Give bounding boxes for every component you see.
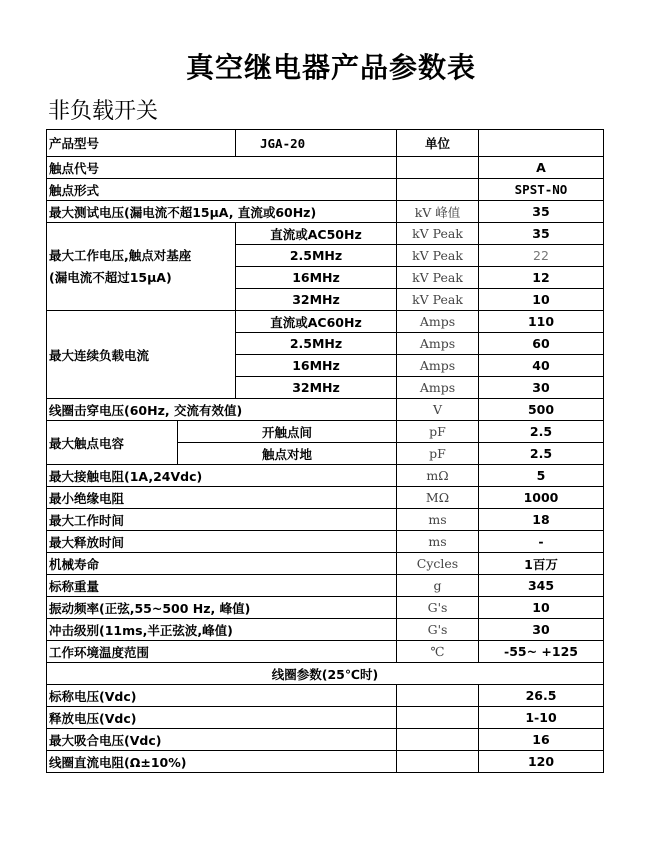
row-value: A — [479, 157, 604, 179]
row-label: 冲击级别(11ms,半正弦波,峰值) — [47, 619, 397, 641]
row-unit — [397, 707, 479, 729]
table-row — [47, 465, 604, 487]
row-label: 最大吸合电压(Vdc) — [47, 729, 397, 751]
table-row — [47, 487, 604, 509]
table-row — [47, 157, 604, 179]
table-row — [47, 575, 604, 597]
freq-cell: 直流或AC60Hz — [236, 311, 397, 333]
table-row — [47, 685, 604, 707]
section-row — [47, 663, 604, 685]
row-value: 30 — [479, 619, 604, 641]
row-unit: pF — [397, 421, 479, 443]
row-unit: Cycles — [397, 553, 479, 575]
row-value: SPST-NO — [479, 179, 604, 201]
model-label: 产品型号 — [47, 130, 236, 157]
continuous-current-label: 最大连续负载电流 — [47, 311, 236, 399]
row-unit: kV 峰值 — [397, 201, 479, 223]
table-row — [47, 641, 604, 663]
row-value: 40 — [479, 355, 604, 377]
table-row — [47, 509, 604, 531]
row-unit: V — [397, 399, 479, 421]
row-unit: kV Peak — [397, 223, 479, 245]
row-unit — [397, 179, 479, 201]
capacitance-label: 最大触点电容 — [47, 421, 178, 465]
row-value: 10 — [479, 289, 604, 311]
row-value: -55~ +125 — [479, 641, 604, 663]
row-label: 机械寿命 — [47, 553, 397, 575]
working-voltage-label-line2: (漏电流不超过15μA) — [49, 269, 172, 285]
row-value: 345 — [479, 575, 604, 597]
table-row — [47, 619, 604, 641]
row-unit: G's — [397, 619, 479, 641]
freq-cell: 2.5MHz — [236, 333, 397, 355]
row-value: 10 — [479, 597, 604, 619]
table-row — [47, 179, 604, 201]
capacitance-sub: 触点对地 — [178, 443, 397, 465]
row-value: 12 — [479, 267, 604, 289]
table-row — [47, 201, 604, 223]
table-row — [47, 311, 604, 333]
row-value: 2.5 — [479, 443, 604, 465]
row-unit: ms — [397, 509, 479, 531]
row-value: 60 — [479, 333, 604, 355]
table-row — [47, 421, 604, 443]
row-unit: Amps — [397, 333, 479, 355]
freq-cell: 32MHz — [236, 289, 397, 311]
row-unit: kV Peak — [397, 245, 479, 267]
freq-cell: 16MHz — [236, 355, 397, 377]
row-unit — [397, 157, 479, 179]
row-label: 最大测试电压(漏电流不超15μA, 直流或60Hz) — [47, 201, 397, 223]
row-label: 最大接触电阻(1A,24Vdc) — [47, 465, 397, 487]
row-label: 最小绝缘电阻 — [47, 487, 397, 509]
table-row — [47, 707, 604, 729]
row-value: 35 — [479, 201, 604, 223]
freq-cell: 16MHz — [236, 267, 397, 289]
freq-cell: 直流或AC50Hz — [236, 223, 397, 245]
row-unit: Amps — [397, 355, 479, 377]
page-subtitle: 非负载开关 — [48, 99, 159, 124]
table-row — [47, 399, 604, 421]
row-label: 标称电压(Vdc) — [47, 685, 397, 707]
table-row — [47, 553, 604, 575]
row-value: 110 — [479, 311, 604, 333]
row-unit — [397, 751, 479, 773]
table-row — [47, 223, 604, 245]
row-label: 最大释放时间 — [47, 531, 397, 553]
freq-cell: 32MHz — [236, 377, 397, 399]
row-unit: mΩ — [397, 465, 479, 487]
row-value: 500 — [479, 399, 604, 421]
row-value: 22 — [479, 245, 604, 267]
row-label: 最大工作时间 — [47, 509, 397, 531]
row-value: 1百万 — [479, 553, 604, 575]
coil-section-title: 线圈参数(25℃时) — [47, 663, 604, 685]
capacitance-sub: 开触点间 — [178, 421, 397, 443]
working-voltage-label-line1: 最大工作电压,触点对基座 — [49, 247, 192, 263]
model-value: JGA-20 — [236, 130, 397, 157]
row-label: 线圈直流电阻(Ω±10%) — [47, 751, 397, 773]
row-value: 35 — [479, 223, 604, 245]
row-label: 线圈击穿电压(60Hz, 交流有效值) — [47, 399, 397, 421]
row-unit: ms — [397, 531, 479, 553]
table-row — [47, 597, 604, 619]
row-label: 触点形式 — [47, 179, 397, 201]
row-value: 1000 — [479, 487, 604, 509]
value-header — [479, 130, 604, 157]
row-label: 触点代号 — [47, 157, 397, 179]
table-row — [47, 729, 604, 751]
row-label: 释放电压(Vdc) — [47, 707, 397, 729]
row-unit: MΩ — [397, 487, 479, 509]
row-unit: G's — [397, 597, 479, 619]
working-voltage-label — [47, 223, 236, 311]
row-value: 1-10 — [479, 707, 604, 729]
row-value: 5 — [479, 465, 604, 487]
row-value: 30 — [479, 377, 604, 399]
row-unit: pF — [397, 443, 479, 465]
row-label: 振动频率(正弦,55~500 Hz, 峰值) — [47, 597, 397, 619]
row-value: 18 — [479, 509, 604, 531]
row-unit: Amps — [397, 311, 479, 333]
row-label: 工作环境温度范围 — [47, 641, 397, 663]
row-value: 120 — [479, 751, 604, 773]
unit-header: 单位 — [397, 130, 479, 157]
row-unit: kV Peak — [397, 289, 479, 311]
table-row — [47, 531, 604, 553]
row-value: 26.5 — [479, 685, 604, 707]
row-value: 2.5 — [479, 421, 604, 443]
page-title: 真空继电器产品参数表 — [185, 51, 476, 84]
row-unit: Amps — [397, 377, 479, 399]
parameter-table — [46, 129, 604, 773]
freq-cell: 2.5MHz — [236, 245, 397, 267]
row-unit — [397, 685, 479, 707]
row-value: - — [479, 531, 604, 553]
table-row — [47, 751, 604, 773]
row-label: 标称重量 — [47, 575, 397, 597]
row-unit — [397, 729, 479, 751]
table-header-row — [47, 130, 604, 157]
row-value: 16 — [479, 729, 604, 751]
row-unit: g — [397, 575, 479, 597]
row-unit: kV Peak — [397, 267, 479, 289]
row-unit: ℃ — [397, 641, 479, 663]
